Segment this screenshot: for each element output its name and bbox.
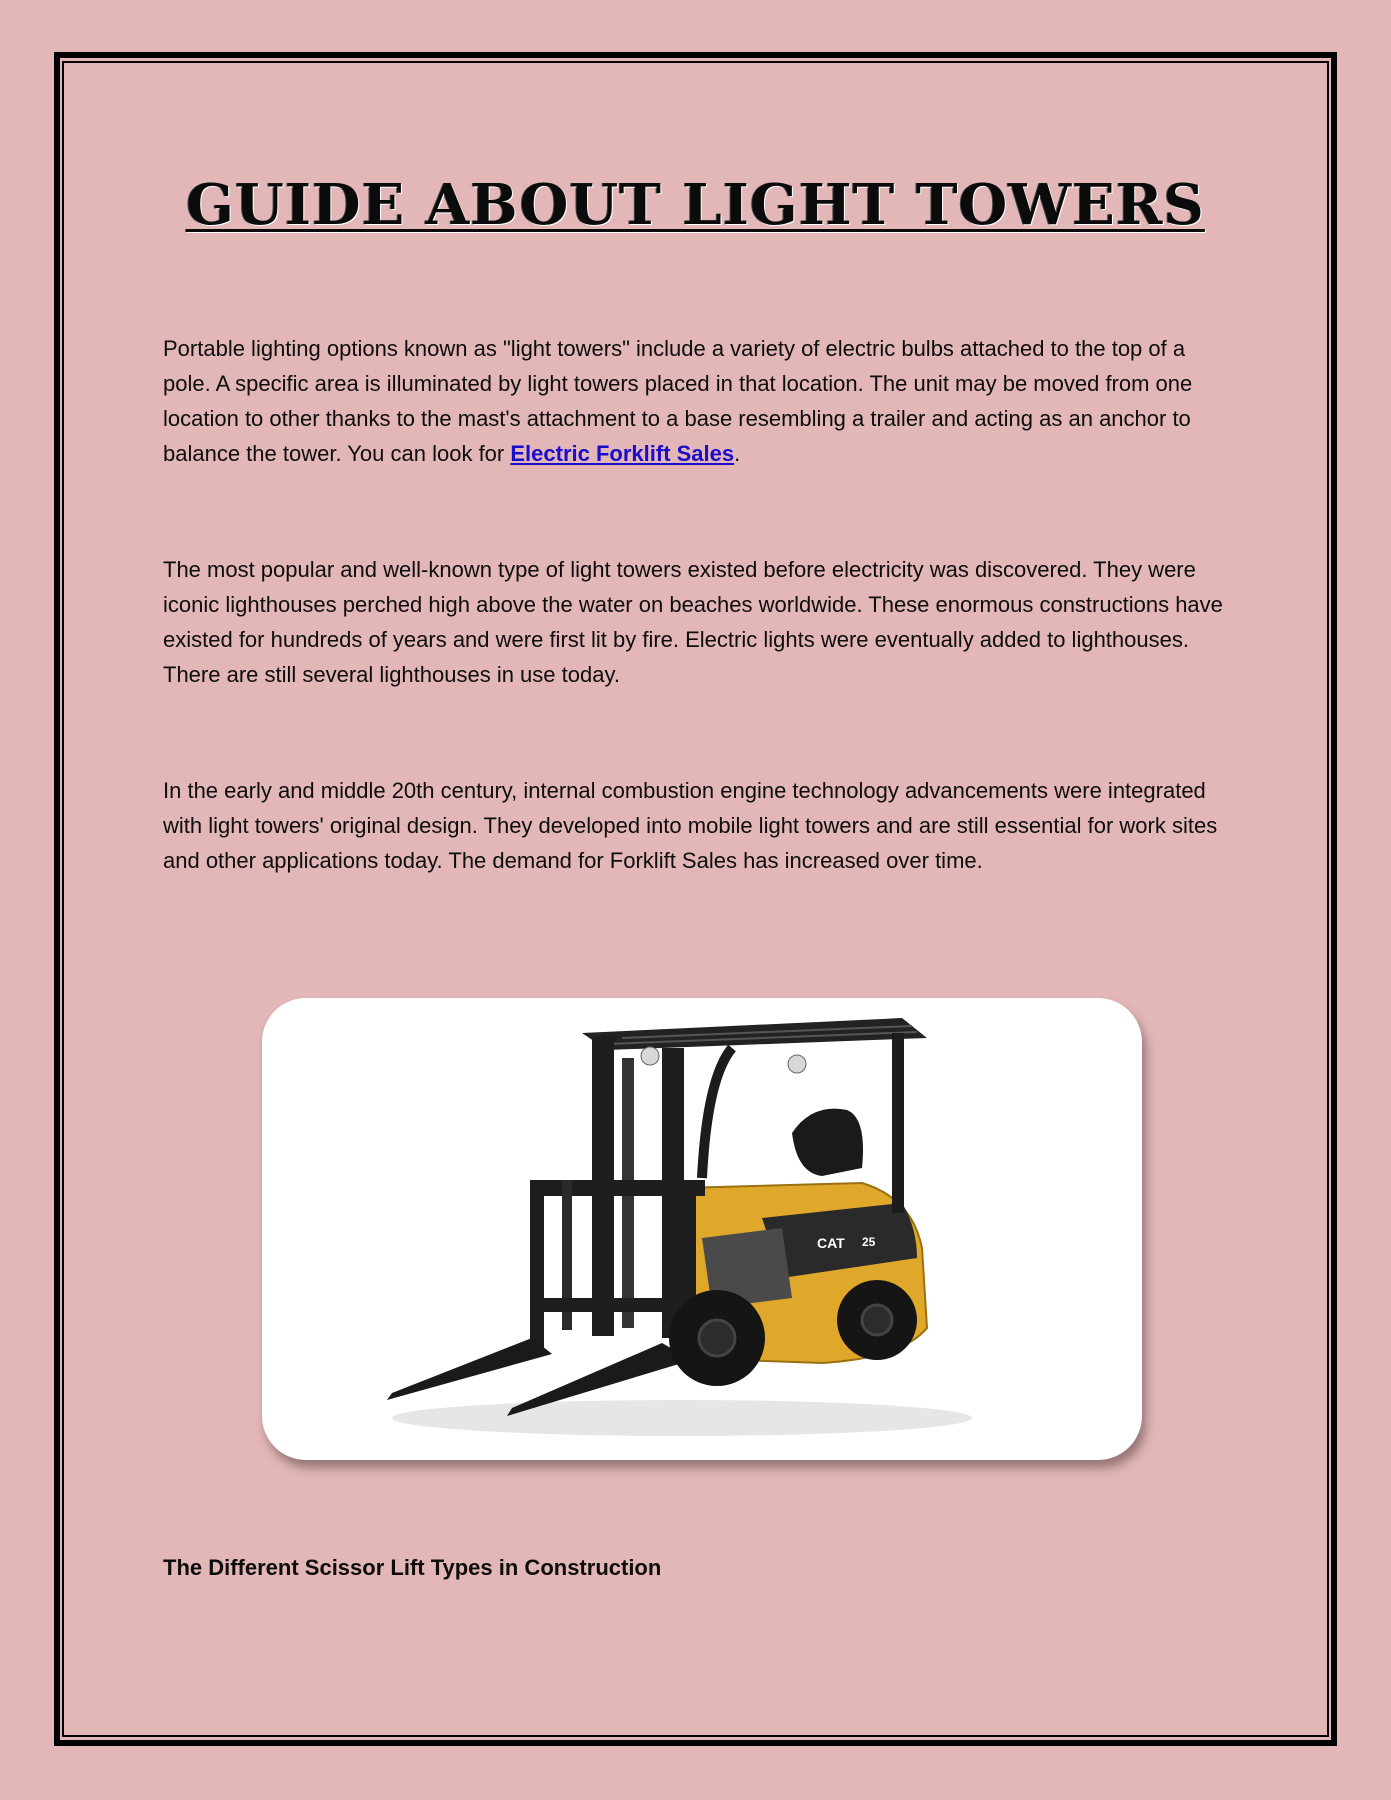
fork-left xyxy=(387,1338,552,1400)
rear-hub xyxy=(862,1305,892,1335)
section-heading: The Different Scissor Lift Types in Construction xyxy=(163,1555,662,1580)
forklift-image xyxy=(262,998,1142,1460)
paragraph-intro-end: . xyxy=(734,441,741,466)
paragraph-intro xyxy=(163,331,1233,471)
carriage-left xyxy=(530,1180,544,1350)
page-border-inner xyxy=(62,61,1329,1737)
paragraph-20th-century: In the early and middle 20th century, internal combustion engine technology advancements were integrated with light towers' original design. They developed into mobile light towers and are still essential for work sites and other applications today. The demand for Forklift Sales has increased over time. xyxy=(163,778,1218,873)
ground-shadow xyxy=(392,1400,972,1436)
front-post xyxy=(702,1048,732,1178)
lamp-right xyxy=(788,1055,806,1073)
seat xyxy=(792,1109,863,1176)
forklift-illustration xyxy=(262,998,1142,1460)
electric-forklift-sales-link[interactable]: Electric Forklift Sales xyxy=(510,441,735,466)
paragraph-lighthouses: The most popular and well-known type of light towers existed before electricity was discovered. They were iconic lighthouses perched high above the water on beaches worldwide. These enormous constructions have existed for hundreds of years and were first lit by fire. Electric lights were eventually added to lighthouses. There are still several lighthouses in use today. xyxy=(163,557,1223,687)
model-number: 25 xyxy=(862,1235,876,1249)
rear-post xyxy=(892,1033,904,1213)
cat-logo: CAT xyxy=(817,1235,845,1251)
page-title-text: GUIDE ABOUT LIGHT TOWERS xyxy=(186,172,1205,238)
lamp-left xyxy=(641,1047,659,1065)
paragraph-intro-text: Portable lighting options known as "light towers" include a variety of electric bulbs attached to the top of a pole. A specific area is illuminated by light towers placed in that location. The unit may be moved from one location to other thanks to the mast's attachment to a base resembling a trailer and acting as an anchor to balance the tower. You can look for xyxy=(163,336,1193,466)
carriage-top xyxy=(530,1180,705,1196)
page-title xyxy=(0,172,1391,238)
front-hub xyxy=(699,1320,735,1356)
